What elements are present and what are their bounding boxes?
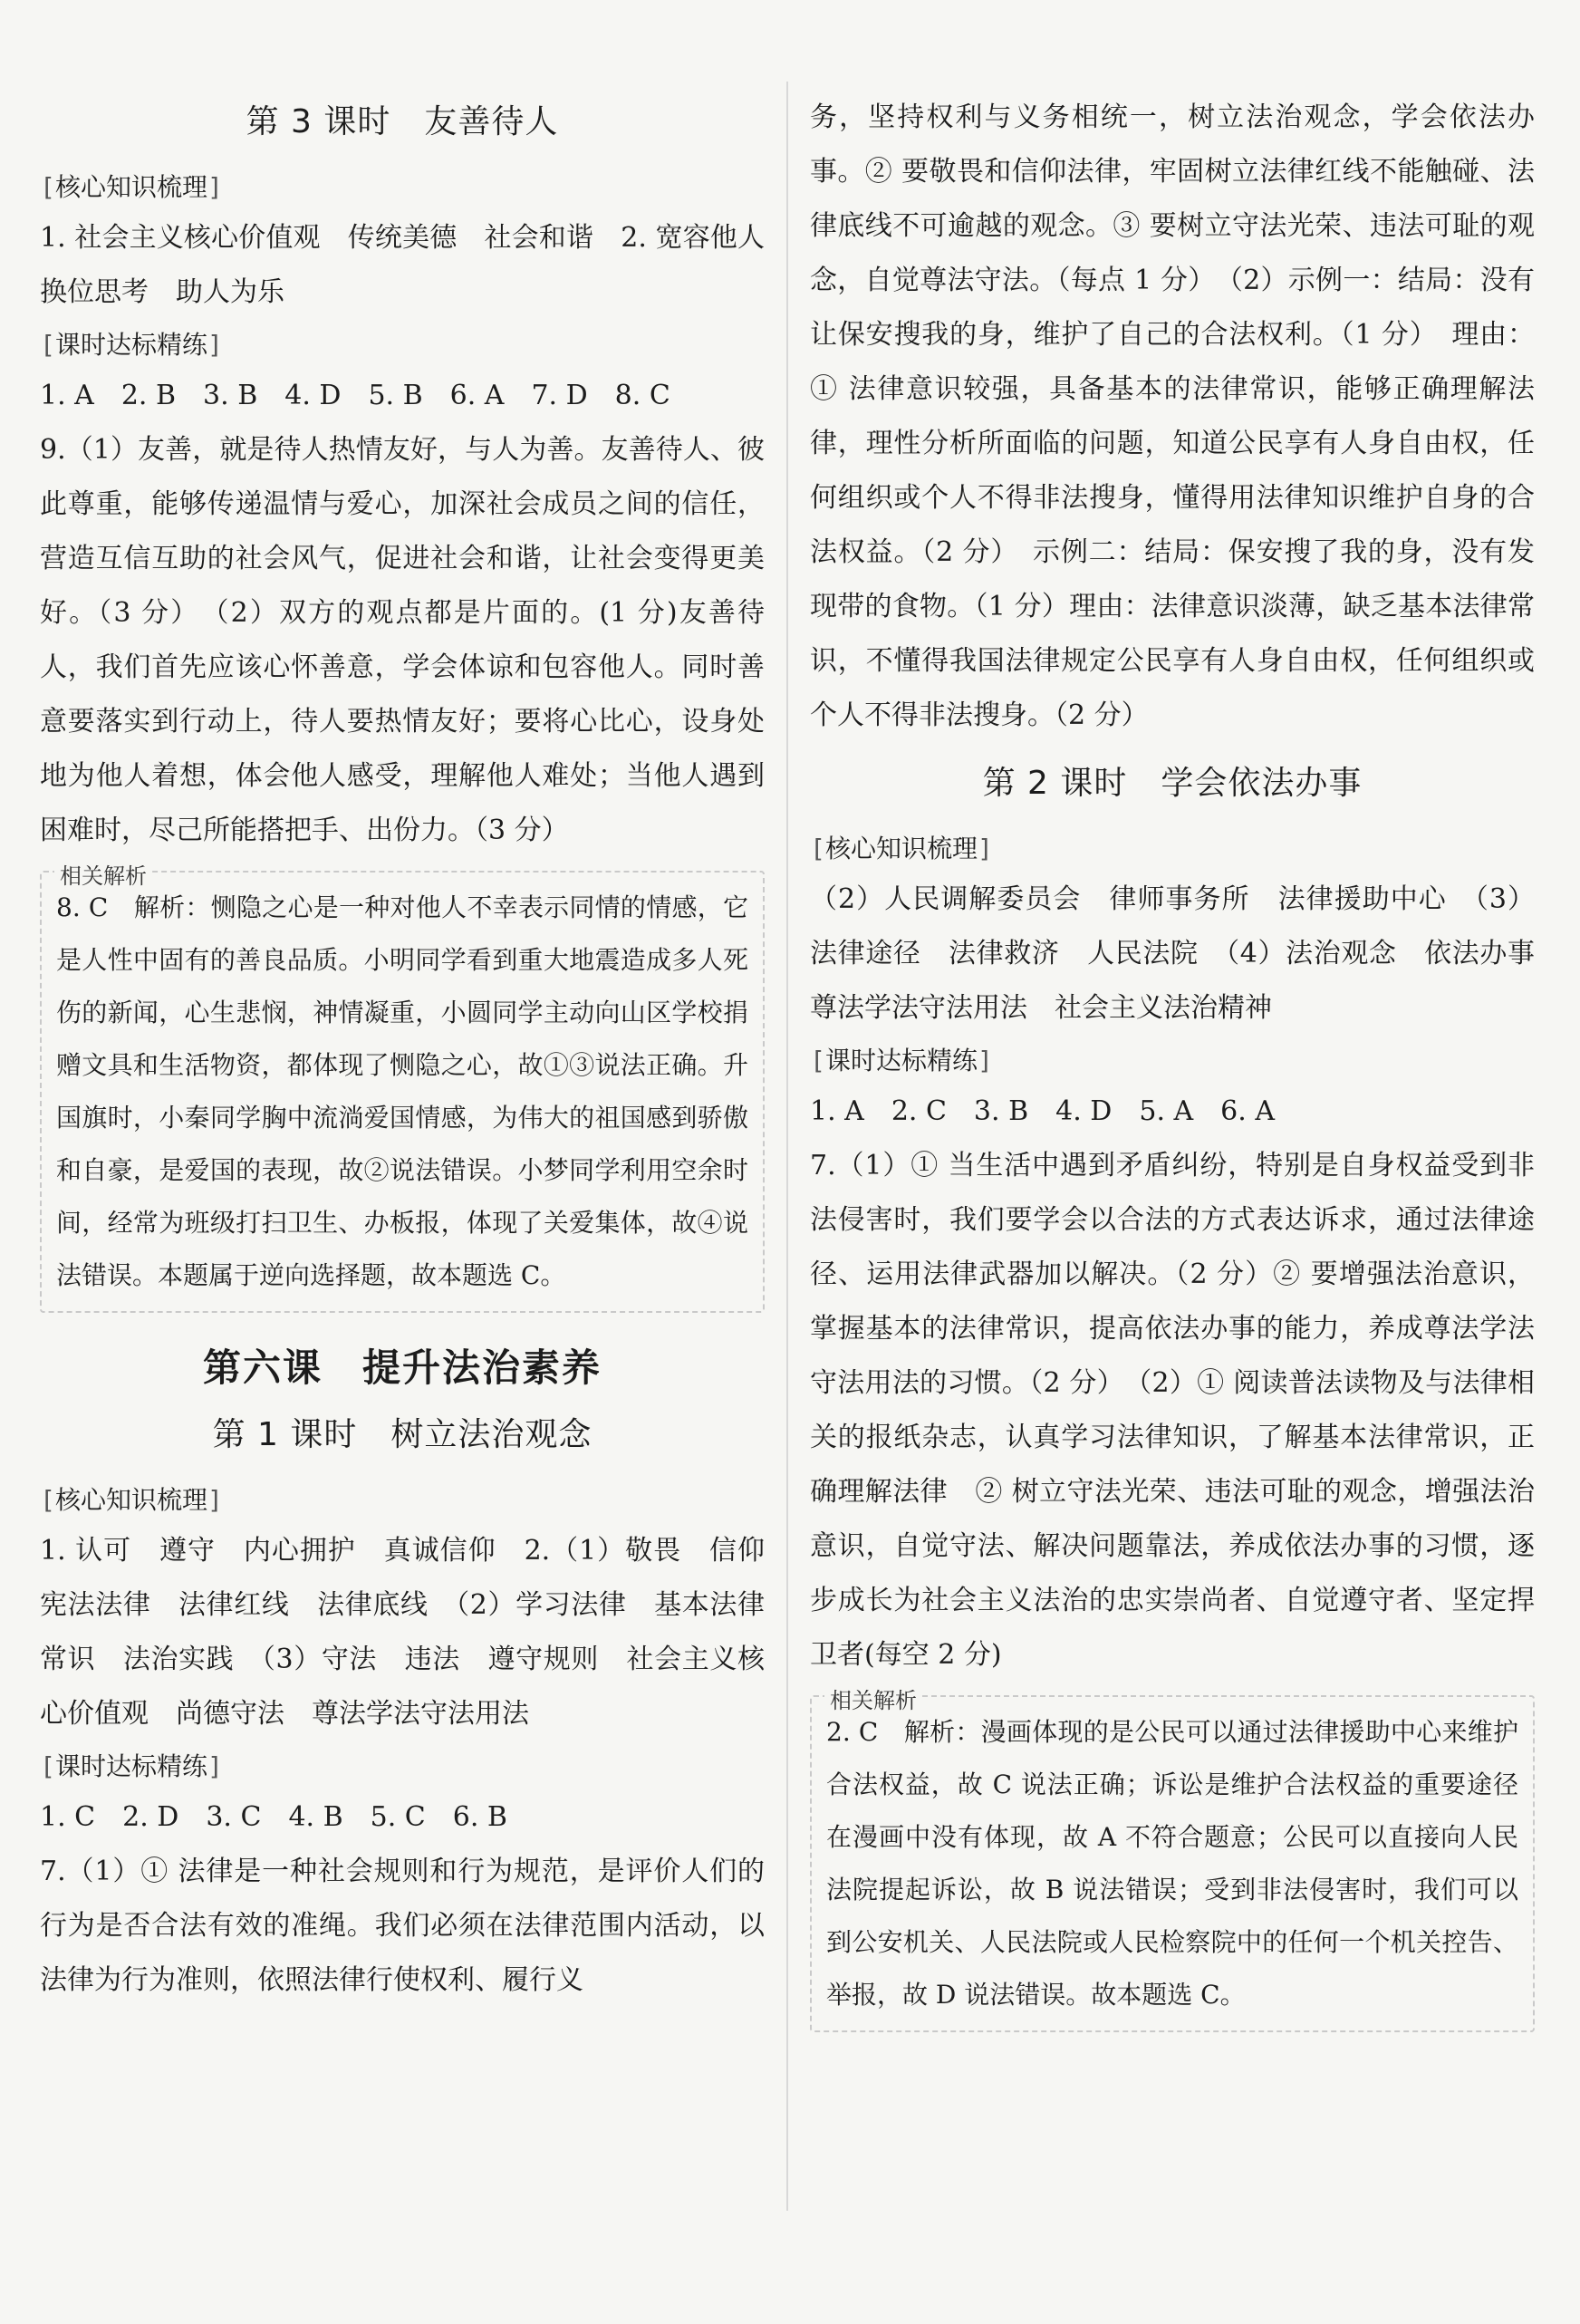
section-tag-practice: [ 课时达标精练 ] bbox=[810, 1041, 993, 1077]
lesson-title-act-by-law: 第 2 课时 学会依法办事 bbox=[982, 765, 1363, 802]
left-column bbox=[40, 91, 792, 2008]
question-7-answer: 7.（1）① 当生活中遇到矛盾纠纷，特别是自身权益受到非法侵害时，我们要学会以合法的方式表达诉求，通过法律途径、运用法律武器加以解决。（2 分）② 要增强法治意识，掌握基本的法律常识，提高依法办事的能力，养成尊法学法守法用法的习惯。（2 分） （2）① 阅读普法读物及与法律相关的报纸杂志，认真学习法律知识，了解基本法律常识，正确理解法律 ② 树立守法光荣、违法可耻的观念，增强法治意识，自觉守法、解决问题靠法，养成依法办事的习惯，逐步成长为社会主义法治的忠实崇尚者、自觉遵守者、坚定捍卫者(每空 2 分) bbox=[810, 1150, 1535, 1671]
section-tag-knowledge: [ 核心知识梳理 ] bbox=[40, 1480, 223, 1517]
lesson-title-law-concept: 第 1 课时 树立法治观念 bbox=[212, 1416, 592, 1453]
unit-title: 第六课 提升法治素养 bbox=[202, 1345, 602, 1390]
knowledge-answers: （2）人民调解委员会 律师事务所 法律援助中心 （3）法律途径 法律救济 人民法院 （4）法治观念 依法办事 尊法学法守法用法 社会主义法治精神 bbox=[810, 883, 1562, 1024]
section-tag-knowledge: [ 核心知识梳理 ] bbox=[810, 829, 993, 865]
section-tag-practice: [ 课时达标精练 ] bbox=[40, 325, 223, 362]
knowledge-answers: 1. 社会主义核心价值观 传统美德 社会和谐 2. 宽容他人 换位思考 助人为乐 bbox=[40, 222, 792, 308]
analysis-box bbox=[40, 863, 765, 1313]
column-divider bbox=[786, 82, 788, 2211]
knowledge-answers: 1. 认可 遵守 内心拥护 真诚信仰 2.（1）敬畏 信仰 宪法法律 法律红线 法律底线 （2）学习法律 基本法律常识 法治实践 （3）守法 违法 遵守规则 社会主义核心价值观 尚德守法 尊法学法守法用法 bbox=[40, 1535, 792, 1730]
choice-answers: 1. A 2. C 3. B 4. D 5. A 6. A bbox=[810, 1095, 1276, 1127]
analysis-title: 相关解析 bbox=[824, 1683, 922, 1714]
analysis-box bbox=[810, 1688, 1535, 2032]
choice-answers: 1. A 2. B 3. B 4. D 5. B 6. A 7. D 8. C bbox=[40, 380, 670, 411]
question-9-answer: 9.（1）友善，就是待人热情友好，与人为善。友善待人、彼此尊重，能够传递温情与爱心，加深社会成员之间的信任，营造互信互助的社会风气，促进社会和谐，让社会变得更美好。（3 分） （2）双方的观点都是片面的。(1 分)友善待人，我们首先应该心怀善意，学会体谅和包容他人。同时善意要落实到行动上，待人要热情友好；要将心比心，设身处地为他人着想，体会他人感受，理解他人难处；当他人遇到困难时，尽己所能搭把手、出份力。（3 分） bbox=[40, 434, 765, 846]
section-tag-practice: [ 课时达标精练 ] bbox=[40, 1747, 223, 1783]
analysis-text: 2. C 解析：漫画体现的是公民可以通过法律援助中心来维护合法权益，故 C 说法正确；诉讼是维护合法权益的重要途径在漫画中没有体现，故 A 不符合题意；公民可以直接向人民法院提起诉讼，故 B 说法错误；受到非法侵害时，我们可以到公安机关、人民法院或人民检察院中的任何一个机关控告、举报，故 D 说法错误。故本题选 C。 bbox=[826, 1717, 1518, 2010]
analysis-title: 相关解析 bbox=[54, 858, 152, 890]
question-7-answer-continued: 务，坚持权利与义务相统一，树立法治观念，学会依法办事。② 要敬畏和信仰法律，牢固树立法律红线不能触碰、法律底线不可逾越的观念。③ 要树立守法光荣、违法可耻的观念，自觉尊法守法。（每点 1 分） （2）示例一：结局：没有让保安搜我的身，维护了自己的合法权利。（1 分） 理由：① 法律意识较强，具备基本的法律常识，能够正确理解法律，理性分析所面临的问题，知道公民享有人身自由权，任何组织或个人不得非法搜身，懂得用法律知识维护自身的合法权益。（2 分） 示例二：结局：保安搜了我的身，没有发现带的食物。（1 分）理由：法律意识淡薄，缺乏基本法律常识，不懂得我国法律规定公民享有人身自由权，任何组织或个人不得非法搜身。（2 分） bbox=[810, 101, 1535, 731]
lesson-title-friendly: 第 3 课时 友善待人 bbox=[246, 103, 559, 140]
question-7-answer: 7.（1）① 法律是一种社会规则和行为规范，是评价人们的行为是否合法有效的准绳。我们必须在法律范围内活动，以法律为行为准则，依照法律行使权利、履行义 bbox=[40, 1856, 765, 1996]
analysis-text: 8. C 解析：恻隐之心是一种对他人不幸表示同情的情感，它是人性中固有的善良品质。小明同学看到重大地震造成多人死伤的新闻，心生悲悯，神情凝重，小圆同学主动向山区学校捐赠文具和生活物资，都体现了恻隐之心，故①③说法正确。升国旗时，小秦同学胸中流淌爱国情感，为伟大的祖国感到骄傲和自豪，是爱国的表现，故②说法错误。小梦同学利用空余时间，经常为班级打扫卫生、办板报，体现了关爱集体，故④说法错误。本题属于逆向选择题，故本题选 C。 bbox=[56, 892, 748, 1290]
choice-answers: 1. C 2. D 3. C 4. B 5. C 6. B bbox=[40, 1801, 507, 1833]
section-tag-knowledge: [ 核心知识梳理 ] bbox=[40, 168, 223, 204]
right-column bbox=[810, 91, 1562, 2041]
